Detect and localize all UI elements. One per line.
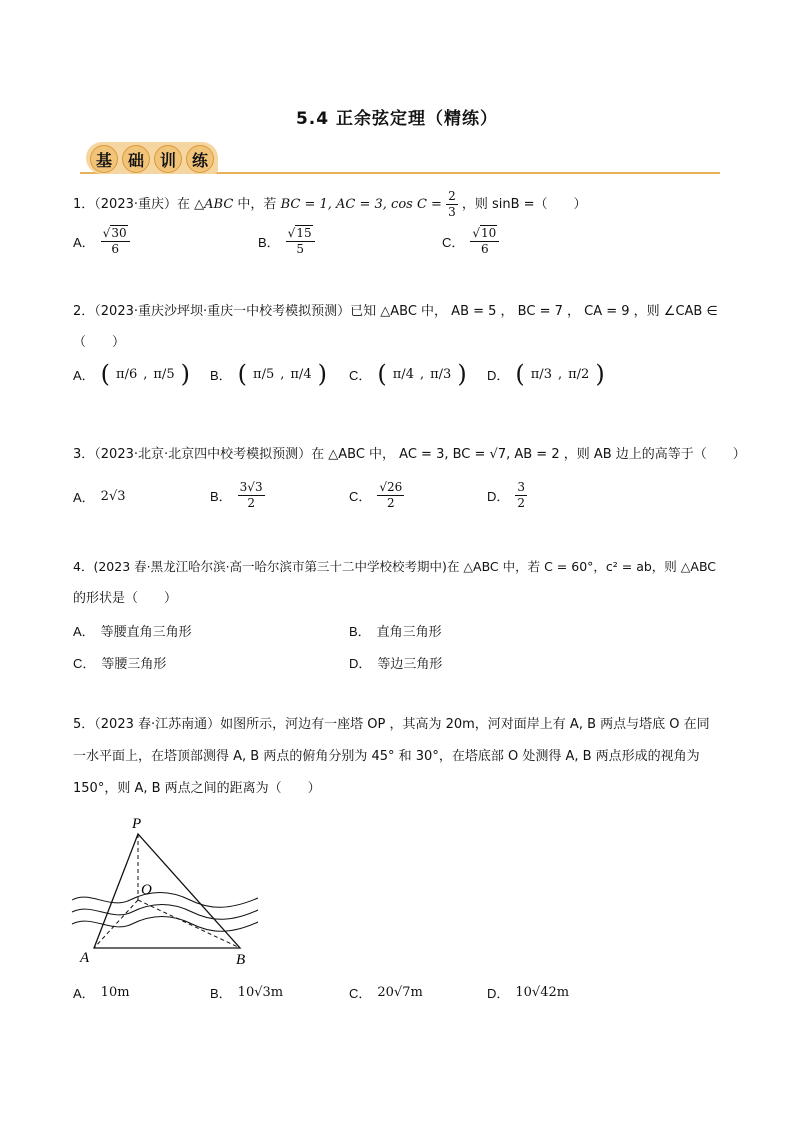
fraction-denominator: 6 bbox=[481, 242, 489, 256]
question-4-line-1: 4．(2023 春·黑龙江哈尔滨·高一哈尔滨市第三十二中学校校考期中)在 △ABC 中，若 C = 60°，c² = ab，则 △ABC bbox=[73, 559, 717, 574]
option-value: 2√3 bbox=[100, 489, 126, 504]
question-1 bbox=[73, 189, 587, 220]
q1-ask: ，则 sinB =（ ） bbox=[461, 197, 587, 212]
q4-option-c[interactable] bbox=[73, 653, 166, 672]
banner-char: 练 bbox=[186, 145, 214, 173]
close-paren: ) bbox=[317, 360, 327, 388]
radicand: 30 bbox=[111, 226, 127, 240]
q2-option-d[interactable] bbox=[487, 360, 605, 388]
q1-cos-fraction bbox=[446, 189, 458, 220]
banner-char: 训 bbox=[154, 145, 182, 173]
fraction-denominator: 6 bbox=[111, 242, 119, 256]
q1-option-a[interactable] bbox=[73, 226, 130, 257]
fraction-denominator: 2 bbox=[387, 496, 395, 510]
option-fraction bbox=[101, 226, 130, 257]
option-value: 10m bbox=[100, 985, 130, 1000]
q4-option-b[interactable] bbox=[349, 621, 442, 640]
page-title: 5.4 正余弦定理（精练） bbox=[295, 109, 499, 129]
option-letter: B． bbox=[210, 367, 232, 383]
q4-option-d[interactable] bbox=[349, 653, 442, 672]
option-value: 20√7m bbox=[377, 985, 423, 1000]
fraction-numerator: 2 bbox=[448, 189, 456, 203]
option-letter: B． bbox=[349, 624, 371, 639]
q1-mid: 中，若 bbox=[237, 197, 277, 212]
banner-char: 基 bbox=[90, 145, 118, 173]
option-fraction bbox=[286, 226, 315, 257]
option-letter: C． bbox=[349, 986, 372, 1001]
label-p: P bbox=[132, 816, 142, 832]
q5-option-a[interactable] bbox=[73, 983, 130, 1002]
interval-right: π/5 bbox=[153, 366, 175, 382]
close-paren: ) bbox=[457, 360, 467, 388]
q3-option-d[interactable] bbox=[487, 480, 527, 511]
radicand: 10 bbox=[481, 226, 497, 240]
option-letter: D． bbox=[487, 367, 510, 383]
interval-right: π/4 bbox=[290, 366, 312, 382]
open-paren: ( bbox=[237, 360, 248, 388]
option-letter: A． bbox=[73, 986, 95, 1001]
label-b: B bbox=[236, 952, 246, 967]
fraction-numerator: √26 bbox=[379, 480, 403, 494]
option-fraction bbox=[515, 480, 527, 511]
option-text: 等腰直角三角形 bbox=[100, 625, 192, 640]
question-5-line-3: 150°，则 A, B 两点之间的距离为（ ） bbox=[73, 781, 321, 796]
fraction-denominator: 2 bbox=[247, 496, 255, 510]
open-paren: ( bbox=[377, 360, 387, 388]
option-letter: A． bbox=[73, 490, 95, 505]
option-value: 10√42m bbox=[515, 985, 570, 1000]
q4-option-a[interactable] bbox=[73, 621, 192, 640]
option-letter: D． bbox=[487, 986, 510, 1001]
option-value: 10√3m bbox=[237, 985, 284, 1000]
option-letter: B． bbox=[258, 235, 280, 250]
option-letter: C． bbox=[349, 367, 372, 383]
fraction-numerator: √15 bbox=[286, 226, 315, 242]
interval-left: π/6 bbox=[116, 366, 138, 382]
section-banner bbox=[80, 142, 720, 176]
comma: , bbox=[280, 366, 285, 382]
question-2-line-2: （ ） bbox=[73, 335, 126, 350]
option-letter: C． bbox=[349, 489, 372, 504]
q2-option-a[interactable] bbox=[73, 360, 190, 388]
option-letter: D． bbox=[349, 656, 372, 671]
q2-option-c[interactable] bbox=[349, 360, 467, 388]
interval-left: π/4 bbox=[392, 366, 414, 382]
tower-river-figure bbox=[70, 812, 260, 967]
close-paren: ) bbox=[595, 360, 605, 388]
question-5-line-2: 一水平面上，在塔顶部测得 A, B 两点的俯角分别为 45° 和 30°，在塔底部 O 处测得 A, B 两点形成的视角为 bbox=[73, 749, 700, 764]
question-2-line-1: 2．（2023·重庆沙坪坝·重庆一中校考模拟预测）已知 △ABC 中， AB = 5 ， BC = 7 ， CA = 9 ，则 ∠CAB ∈ bbox=[73, 304, 718, 319]
fraction-denominator: 3 bbox=[448, 205, 456, 219]
label-o: O bbox=[141, 882, 152, 898]
interval-right: π/3 bbox=[430, 366, 452, 382]
interval-right: π/2 bbox=[568, 366, 590, 382]
interval-left: π/5 bbox=[253, 366, 275, 382]
option-fraction bbox=[470, 226, 499, 257]
radicand: 15 bbox=[296, 226, 312, 240]
q5-option-d[interactable] bbox=[487, 983, 569, 1002]
option-text: 等边三角形 bbox=[377, 657, 443, 672]
q5-option-c[interactable] bbox=[349, 983, 423, 1002]
option-text: 等腰三角形 bbox=[101, 657, 167, 672]
fraction-numerator: 3 bbox=[517, 480, 526, 494]
open-paren: ( bbox=[100, 360, 111, 388]
q5-option-b[interactable] bbox=[210, 983, 283, 1002]
fraction-numerator: √30 bbox=[101, 226, 130, 242]
banner-char: 础 bbox=[122, 145, 150, 173]
option-fraction bbox=[377, 480, 404, 511]
fraction-numerator: √10 bbox=[470, 226, 499, 242]
option-letter: D． bbox=[487, 489, 510, 504]
q1-option-c[interactable] bbox=[442, 226, 499, 257]
comma: , bbox=[557, 366, 563, 382]
banner-title bbox=[90, 145, 214, 173]
label-a: A bbox=[80, 950, 90, 966]
question-3-line-1: 3．（2023·北京·北京四中校考模拟预测）在 △ABC 中， AC = 3, BC = √7, AB = 2 ，则 AB 边上的高等于（ ） bbox=[73, 447, 746, 462]
fraction-denominator: 5 bbox=[296, 242, 304, 256]
question-4-line-2: 的形状是（ ） bbox=[73, 591, 178, 606]
option-letter: C． bbox=[73, 656, 96, 671]
option-letter: A． bbox=[73, 624, 95, 639]
comma: , bbox=[419, 366, 425, 382]
q1-condition: BC = 1, AC = 3, cos C = bbox=[280, 197, 442, 212]
option-letter: B． bbox=[210, 489, 232, 504]
fraction-numerator: 3√3 bbox=[239, 480, 263, 494]
comma: , bbox=[143, 366, 148, 382]
q3-option-a[interactable] bbox=[73, 487, 126, 506]
fraction-denominator: 2 bbox=[517, 496, 526, 510]
close-paren: ) bbox=[180, 360, 190, 388]
q1-triangle: △ABC bbox=[194, 197, 234, 212]
option-letter: A． bbox=[73, 367, 95, 383]
open-paren: ( bbox=[515, 360, 525, 388]
q2-option-b[interactable] bbox=[210, 360, 327, 388]
option-letter: B． bbox=[210, 986, 232, 1001]
q1-prefix: 1．（2023·重庆）在 bbox=[73, 197, 190, 212]
option-text: 直角三角形 bbox=[376, 625, 442, 640]
question-5-line-1: 5．（2023 春·江苏南通）如图所示，河边有一座塔 OP ，其高为 20m，河对面岸上有 A, B 两点与塔底 O 在同 bbox=[73, 717, 710, 732]
interval-left: π/3 bbox=[530, 366, 552, 382]
q3-option-c[interactable] bbox=[349, 480, 404, 511]
option-fraction bbox=[238, 480, 265, 511]
q3-option-b[interactable] bbox=[210, 480, 265, 511]
option-letter: A． bbox=[73, 235, 95, 250]
q1-option-b[interactable] bbox=[258, 226, 315, 257]
option-letter: C． bbox=[442, 235, 465, 250]
